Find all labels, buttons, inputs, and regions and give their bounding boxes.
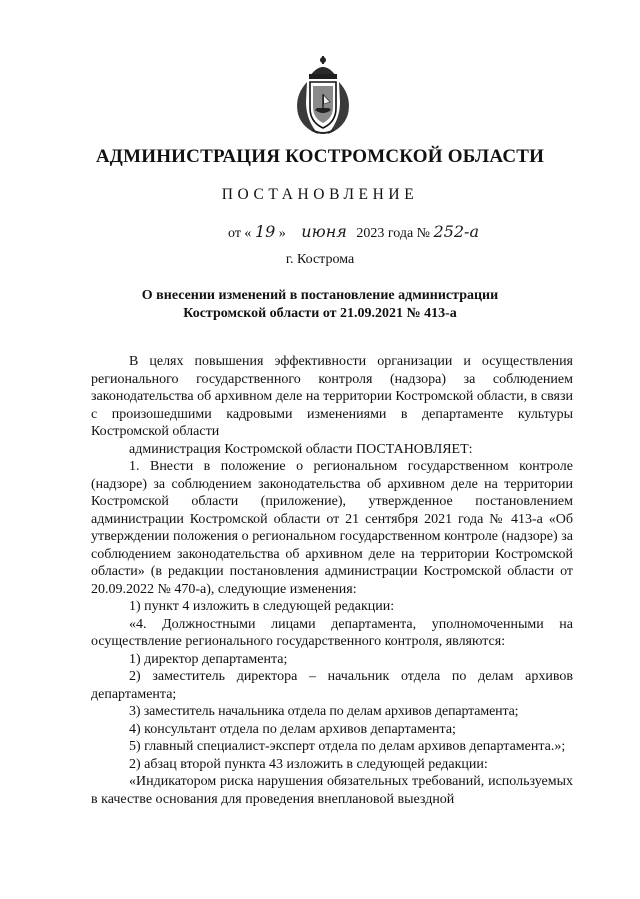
organization-title: АДМИНИСТРАЦИЯ КОСТРОМСКОЙ ОБЛАСТИ bbox=[95, 146, 545, 167]
paragraph-subitem-1: 1) пункт 4 изложить в следующей редакции: bbox=[129, 599, 395, 614]
paragraph-subitem-2: 2) абзац второй пункта 43 изложить в следующей редакции: bbox=[129, 756, 488, 772]
city: г. Кострома bbox=[285, 252, 355, 267]
paragraph-preamble: В целях повышения эффективности организации и осуществления регионального государственного контроля (надзора) за соблюдением законодательства об архивном деле на территории Костромской области, в связи с произошедшими кадровыми изменениями в департаменте культуры Костромской области bbox=[91, 354, 573, 439]
list-item-deputy-director: 2) заместитель директора – начальник отдела по делам архивов департамента; bbox=[91, 669, 573, 702]
subject-line-1: О внесении изменений в постановление администрации bbox=[141, 288, 499, 303]
paragraph-risk-indicator: «Индикатором риска нарушения обязательных требований, используемых в качестве основания для проведения внеплановой выездной bbox=[91, 774, 573, 807]
list-item-chief-specialist: 5) главный специалист-эксперт отдела по делам архивов департамента.»; bbox=[129, 739, 566, 754]
document-number-handwritten: 252-а bbox=[433, 222, 479, 241]
list-item-director: 1) директор департамента; bbox=[129, 651, 288, 667]
list-item-deputy-head: 3) заместитель начальника отдела по делам архивов департамента; bbox=[129, 704, 519, 719]
paragraph-point-4: «4. Должностными лицами департамента, уполномоченными на осуществление регионального государственного контроля, являются: bbox=[91, 616, 573, 649]
date-prefix: от « bbox=[228, 226, 252, 241]
document-subject bbox=[0, 287, 640, 322]
date-day-handwritten: 19 bbox=[254, 222, 276, 241]
document-body bbox=[91, 353, 573, 808]
date-month-handwritten: июня bbox=[301, 222, 347, 241]
list-item-consultant: 4) консультант отдела по делам архивов департамента; bbox=[129, 721, 456, 737]
document-type: ПОСТАНОВЛЕНИЕ bbox=[221, 186, 419, 203]
date-line bbox=[228, 222, 479, 242]
paragraph-item-1: 1. Внести в положение о региональном государственном контроле (надзоре) за соблюдением законодательства об архивном деле на территории Костромской области (приложение), утвержденное постановлением администрации Костромской области от 21 сентября 2021 года № 413-а «Об утверждении положения о региональном государственном контроле (надзоре) за соблюдением законодательства об архивном деле на территории Костромской области» (в редакции постановления администрации Костромской области от 20.09.2022 № 470-а), следующие изменения: bbox=[91, 459, 573, 597]
date-mid: » bbox=[278, 226, 286, 241]
subject-line-2: Костромской области от 21.09.2021 № 413-а bbox=[183, 305, 457, 321]
date-year: 2023 года № bbox=[356, 226, 431, 241]
paragraph-resolves: администрация Костромской области ПОСТАНОВЛЯЕТ: bbox=[129, 441, 473, 457]
coat-of-arms-emblem bbox=[292, 56, 354, 138]
